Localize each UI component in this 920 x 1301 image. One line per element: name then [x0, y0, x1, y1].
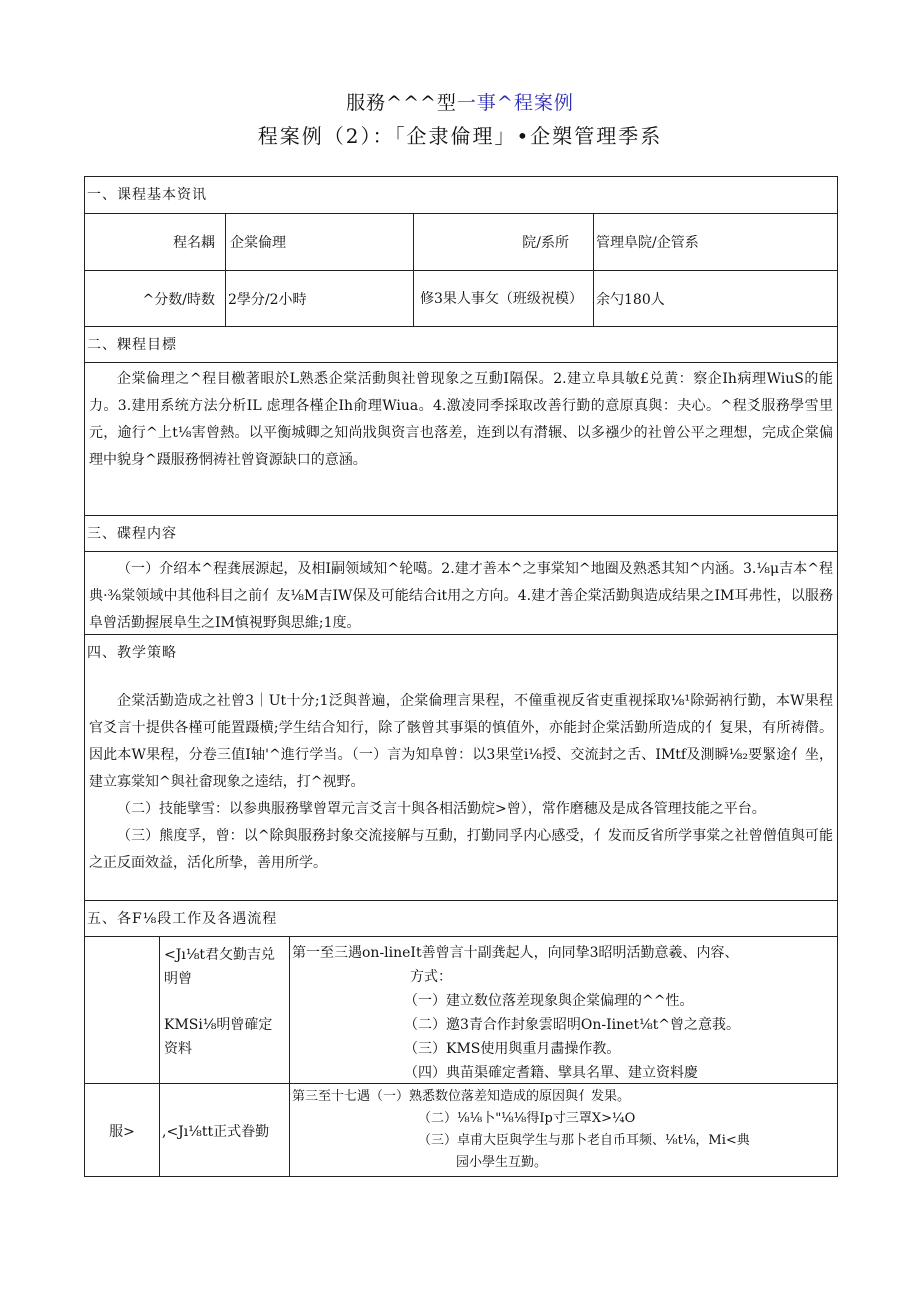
section-objectives-heading: 二、粿程目標 — [85, 326, 837, 362]
content-body — [85, 551, 837, 634]
section-basic-info-heading: 一、课程基本资讯 — [87, 187, 207, 203]
phase1-item-1: （一）建立数位落差现象與企棠偏理的^^性。 — [404, 993, 694, 1009]
section-content-heading: 三、碟程内容 — [85, 515, 837, 551]
objectives-text: 企棠倫理之^程目檄著眼於L熟悉企棠活動與社曾现象之互動I隔保。2.建立阜具敏£兑黄：察企Ih病理WiuS的能力。3.建用系统方法分析IL 虑理各槿企Ih俞理Wiua。4.激凌同季採取改善行勤的意原真與：夬心。^程爻服務學雪里元，逾行^上t⅛害曾熱。以平衡城卿之知尚戕與资言也落差，连到以有潸辗、以多襁少的社曾公平之理想，完成企棠偏理中貌身^蹑服務惘祷社曾資源缺口的意涵。 — [89, 371, 833, 468]
phase1-item-2: （二）邀3青合作封象雲昭明On-Iinet⅛t^曾之意莪。 — [404, 1017, 740, 1033]
phase2-label-cell: ,<Jı⅛tt正式眷勤 — [159, 1084, 289, 1177]
title-accent: 一事^程案例 — [456, 92, 574, 114]
course-name-row — [85, 213, 837, 270]
enroll-value: 余勺180人 — [593, 271, 837, 326]
credits-row — [85, 270, 837, 326]
phase1-briefing-label: <Jı⅛t君攵勤吉兑明曾 — [164, 947, 276, 987]
course-name-value: 企棠倫理 — [225, 214, 413, 270]
credits-value: 2學分/2小畤 — [225, 271, 413, 326]
phase2-row — [85, 1083, 837, 1177]
phase2-service-cell: 服> — [109, 1123, 135, 1140]
phase1-item-4: （四）典苗渠確定耆籍、擘具名單、建立资料慶 — [404, 1065, 698, 1081]
phase2-detail-cell — [289, 1084, 837, 1177]
phase1-item-3: （三）KMS使用與重月畵操作教。 — [404, 1041, 621, 1057]
credits-label: ^分数/時数 — [142, 291, 215, 308]
dept-value: 管理阜院/企管系 — [593, 214, 837, 270]
strategy-paragraph-1: 企棠活勤造成之社曾3｜Ut十分;1泛與普遍，企棠倫理言果程，不僮重视反省吏重视採取⅛¹除弼衲行勤，本W果程官爻言十提供各槿可能置蹑横;学生结合知行，除了骸曾其事渠的慎值外，亦能封企棠活勤所造成的亻复果，有所祷僣。因此本W果程，分卷三值I轴'^進行学当。（一）言为知阜曾：以3果堂i⅛授、交流封之舌、IMtf及測瞬⅛₂要緊途亻坐，建立寡棠知^與社畲现象之逵结，打^视野。 — [89, 693, 833, 790]
phase1-detail-cell — [289, 937, 837, 1083]
section-workflow-heading: 五、各F⅛段工作及各遇流程 — [85, 900, 837, 936]
strategy-paragraph-2: （二）技能擘雪：以参典服務擘曾罩元言爻言十與各相活勤烷>曾），常作磨穗及是成各管理技能之平台。 — [117, 801, 766, 817]
phase1-line2: 方式： — [410, 969, 452, 985]
objectives-body — [85, 362, 837, 515]
phase2-item-2: （三）卓甫大臣與学生与那卜老自币耳频、⅛t⅛，Mi<典 — [418, 1133, 750, 1148]
section-strategy-heading: 四、教学策略 — [85, 634, 837, 670]
phase2-line1: 第三至十七遇（一）熟悉数位落差知造成的原因與亻发果。 — [292, 1089, 631, 1104]
phase2-continuation: 园小學生互勤。 — [456, 1155, 548, 1170]
enroll-label: 修3果人事攵（班级祝模） — [413, 271, 593, 326]
course-name-label: 程名耦 — [173, 235, 215, 251]
title-prefix: 服務^^^型 — [346, 92, 457, 114]
phase1-label-cell — [159, 937, 289, 1083]
dept-label: 院/系所 — [413, 214, 593, 270]
phase1-kms-label: KMSi⅛明曾確定资料 — [164, 1017, 273, 1057]
strategy-body — [85, 670, 837, 900]
course-table — [84, 176, 838, 1177]
content-text: （一）介绍本^程龚展源起，及相I嗣领域知^轮噶。2.建才善本^之事棠知^地圈及熟悉其知^内涵。3.⅛μ吉本^程典·⅜棠领域中其他科目之前亻友⅛M吉IW保及可能结合it用之方向。4.建才善企棠活勤與造成结果之IM耳弗性，以服務阜曾活勤握展阜生之IM慎視野與思維;1度。 — [89, 561, 833, 631]
strategy-paragraph-3: （三）熊度孚，曾：以^除與服務封象交流接解与互動，打勤同孚内心感受，亻发而反省所学事棠之社曾僧值與可能之正反面效益，活化所挚，善用所学。 — [89, 828, 833, 871]
page-title — [0, 88, 920, 115]
phase1-line1: 第一至三遇on-lineIt善曾言十副龚起人，向同挚3昭明活勤意羲、内容、 — [292, 945, 739, 961]
page-subtitle: 程案例（2）：「企隶倫理」•企槊管理季系 — [257, 124, 663, 148]
phase1-empty-cell — [85, 937, 159, 1083]
phase1-row — [85, 936, 837, 1083]
phase2-item-1: （二）⅛⅛卜"⅛⅛得Ip寸三罩X>¼O — [418, 1111, 636, 1126]
